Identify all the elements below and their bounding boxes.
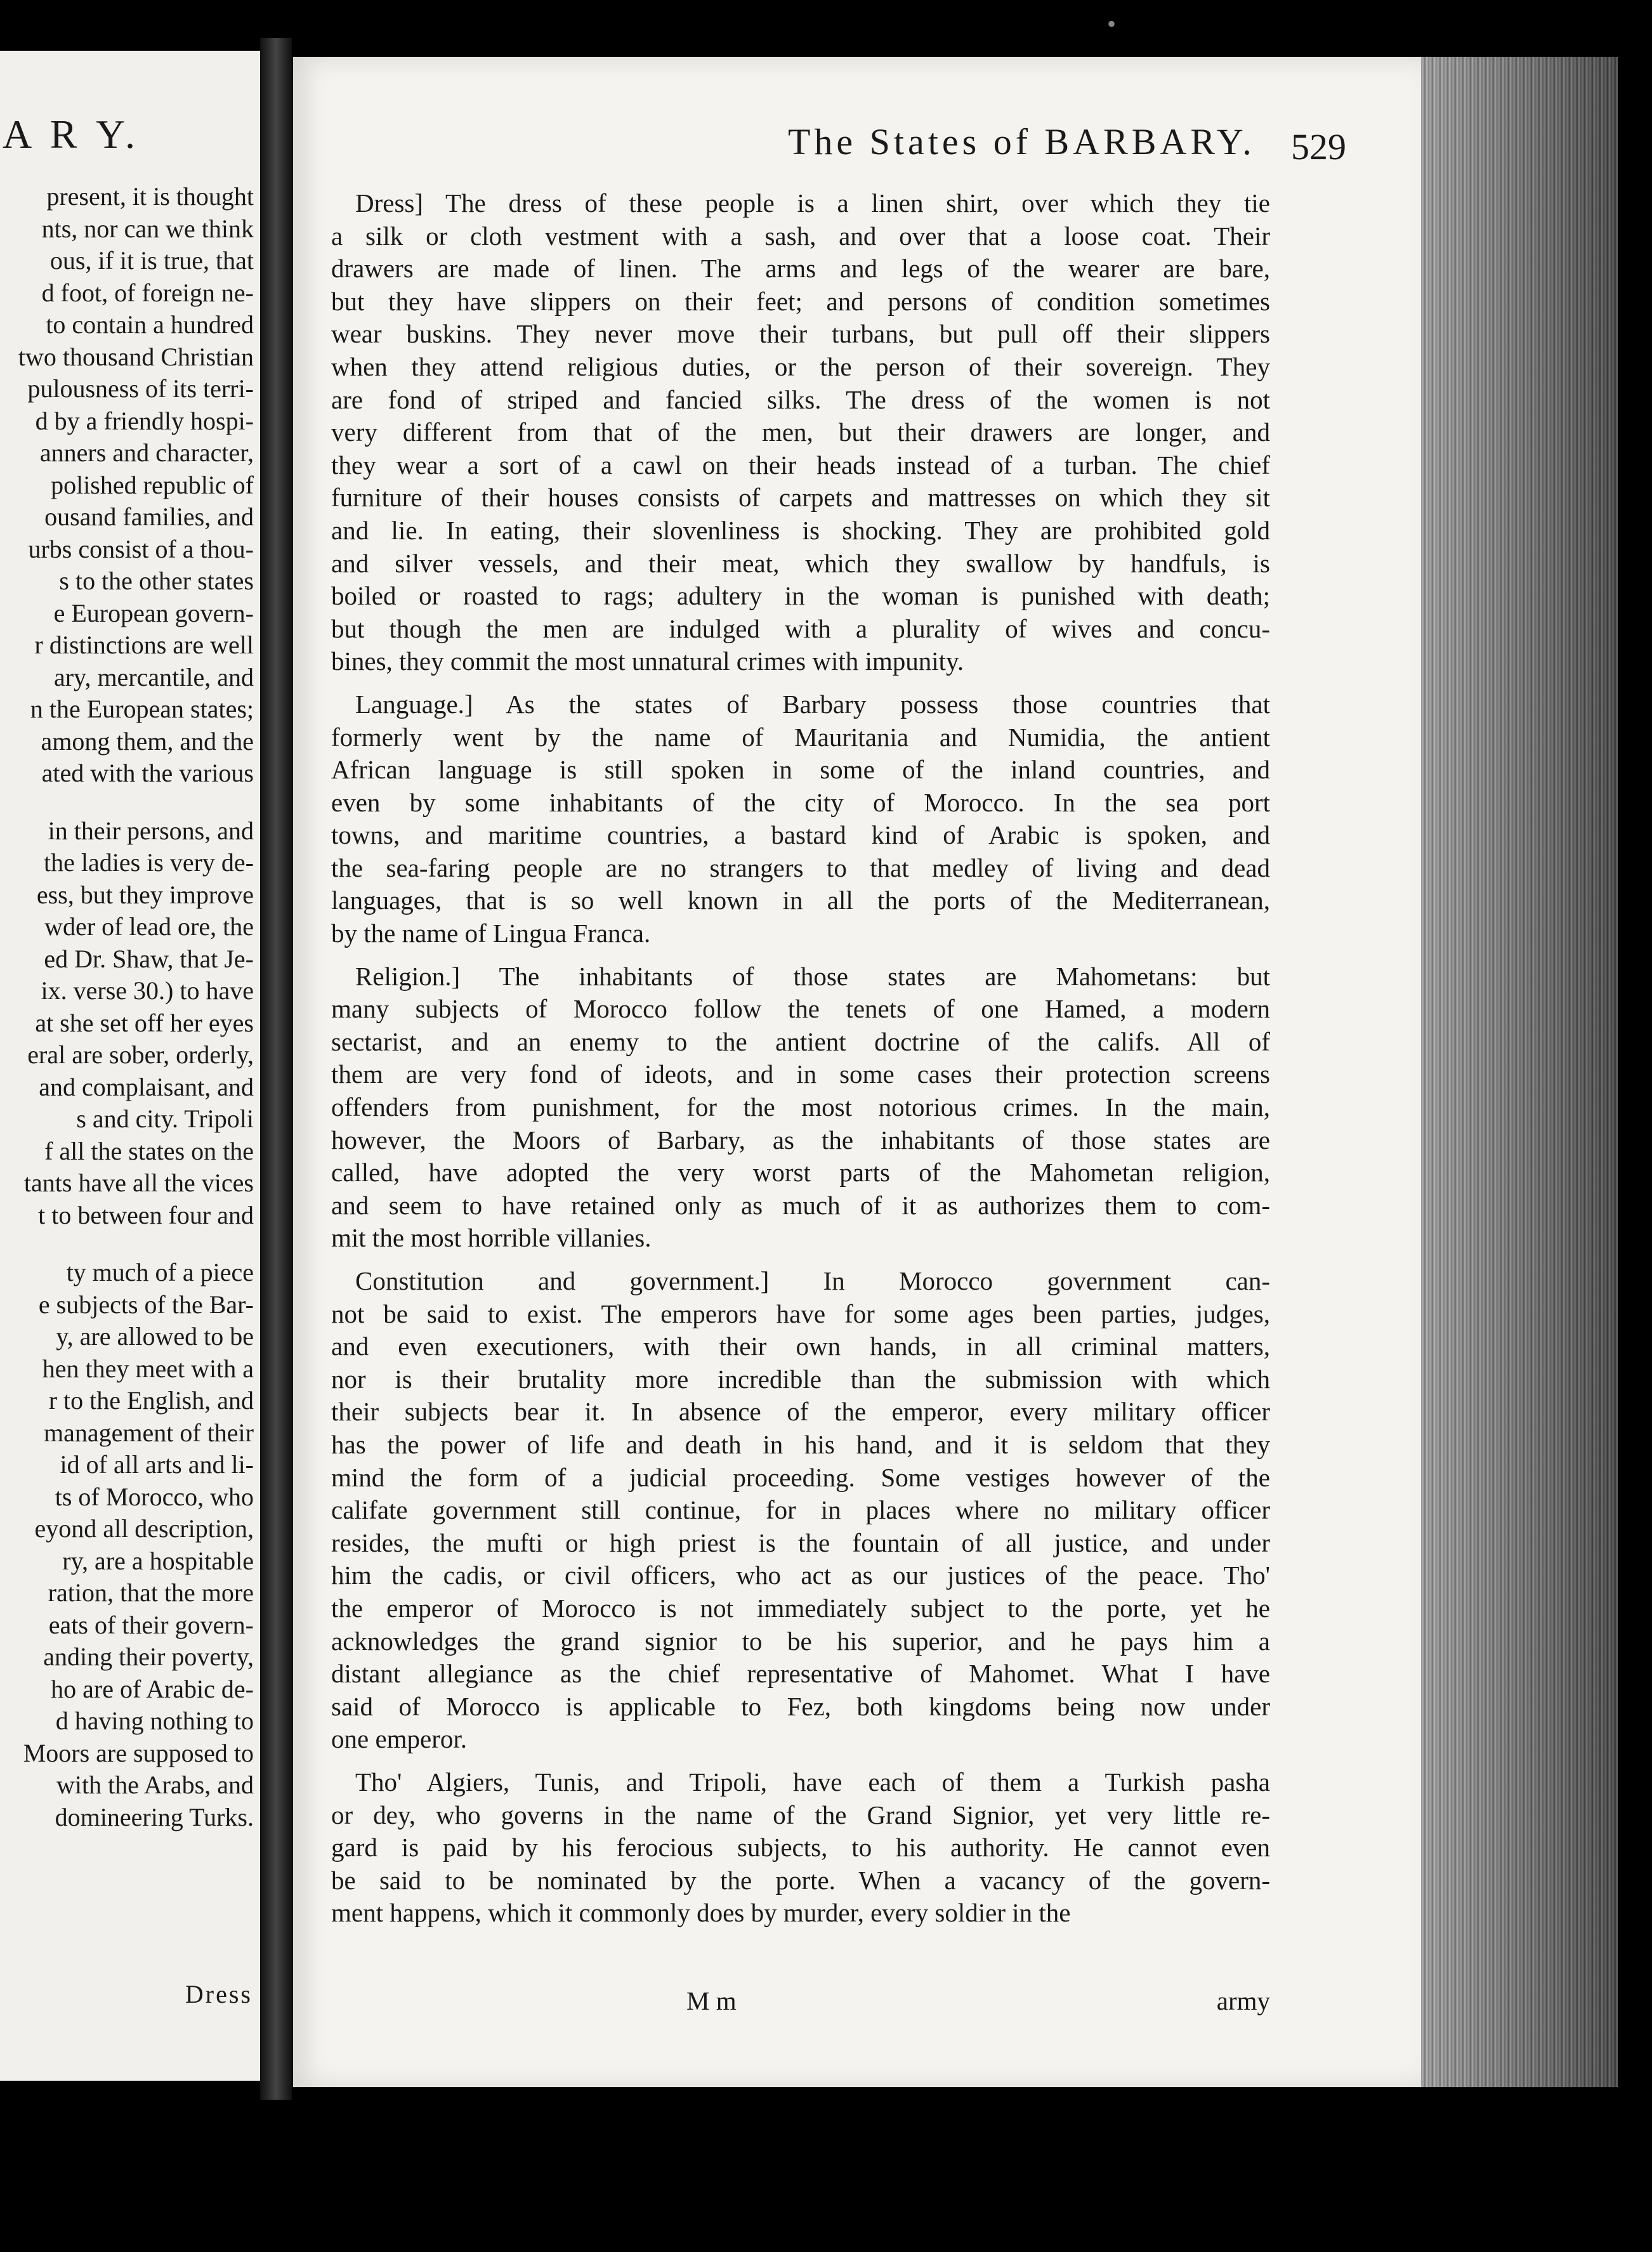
left-page-line: among them, and the <box>41 726 254 756</box>
text-line: however, the Moors of Barbary, as the inhabitants of those states are <box>331 1125 1270 1155</box>
text-line: wear buskins. They never move their turbans, but pull off their slippers <box>331 319 1270 349</box>
left-page-line: tants have all the vices <box>23 1169 254 1197</box>
paragraph <box>331 960 1270 1255</box>
left-page-line: with the Arabs, and <box>56 1771 254 1799</box>
left-page-line: management of their <box>44 1418 254 1447</box>
text-line: distant allegiance as the chief representative of Mahomet. What I have <box>331 1659 1270 1689</box>
left-page-line <box>0 1231 260 1257</box>
text-line: and even executioners, with their own hands, in all criminal matters, <box>331 1332 1270 1361</box>
left-page-line: pulousness of its terri- <box>27 374 254 403</box>
left-page-line: and complaisant, and <box>39 1072 254 1101</box>
left-page-line: Moors are supposed to <box>23 1738 254 1767</box>
left-page-line: ts of Morocco, who <box>55 1482 254 1511</box>
text-line: Constitution and government.] In Morocco government can- <box>355 1266 1270 1295</box>
top-mark: • <box>1107 10 1117 38</box>
text-line: when they attend religious duties, or the person of their sovereign. They <box>331 351 1270 381</box>
left-page <box>0 51 264 2081</box>
left-page-line: polished republic of <box>51 470 254 499</box>
left-page-running-head: A R Y. <box>3 112 140 157</box>
text-line: them are very fond of ideots, and in some cases their protection screens <box>331 1059 1270 1089</box>
text-line: boiled or roasted to rags; adultery in the woman is punished with death; <box>331 581 1270 611</box>
left-page-line: two thousand Christian <box>18 342 254 371</box>
catchword: army <box>1216 1986 1270 2015</box>
text-line: are fond of striped and fancied silks. The dress of the women is not <box>331 384 1270 414</box>
left-page-line: f all the states on the <box>44 1136 254 1165</box>
text-line: acknowledges the grand signior to be his superior, and he pays him a <box>331 1626 1270 1656</box>
text-line: Language.] As the states of Barbary possess those countries that <box>355 689 1270 719</box>
text-line: mit the most horrible villanies. <box>331 1223 652 1253</box>
text-line: the sea-faring people are no strangers to that medley of living and dead <box>331 853 1270 882</box>
left-page-line: e subjects of the Bar- <box>38 1290 254 1319</box>
text-line: but they have slippers on their feet; and persons of condition sometimes <box>331 286 1270 316</box>
page-footer <box>331 1986 1270 2024</box>
left-page-line: at she set off her eyes <box>35 1008 254 1037</box>
left-page-line: id of all arts and li- <box>60 1450 254 1479</box>
left-page-line: domineering Turks. <box>55 1802 254 1831</box>
text-line: or dey, who governs in the name of the Grand Signior, yet very little re- <box>331 1800 1270 1830</box>
left-page-line: eyond all description, <box>34 1514 254 1543</box>
text-line: languages, that is so well known in all the ports of the Mediterranean, <box>331 886 1270 915</box>
text-line: mind the form of a judicial proceeding. Some vestiges however of the <box>331 1462 1270 1492</box>
paragraph <box>331 1265 1270 1756</box>
text-line: by the name of Lingua Franca. <box>331 919 651 948</box>
text-line: Tho' Algiers, Tunis, and Tripoli, have each of them a Turkish pasha <box>355 1767 1270 1797</box>
left-page-line: to contain a hundred <box>46 310 254 339</box>
left-page-line: eral are sober, orderly, <box>27 1040 254 1069</box>
running-title: The States of BARBARY. <box>788 121 1255 162</box>
running-head <box>483 121 1372 171</box>
left-page-line: d by a friendly hospi- <box>35 406 254 435</box>
text-line: African language is still spoken in some of the inland countries, and <box>331 755 1270 785</box>
left-page-line: ry, are a hospitable <box>62 1546 254 1575</box>
left-page-line: ousand families, and <box>44 502 254 531</box>
signature-mark: M m <box>686 1986 737 2015</box>
left-page-line: ration, that the more <box>48 1578 254 1607</box>
body-text <box>331 187 1270 1930</box>
text-line: Dress] The dress of these people is a linen shirt, over which they tie <box>355 188 1270 218</box>
left-page-text <box>0 181 260 1833</box>
left-page-catchword: Dress <box>185 1980 252 2008</box>
text-line: Religion.] The inhabitants of those states are Mahometans: but <box>355 961 1270 991</box>
text-line: very different from that of the men, but their drawers are longer, and <box>331 417 1270 447</box>
fore-edge-shading <box>1421 57 1618 2087</box>
text-line: but though the men are indulged with a plurality of wives and concu- <box>331 613 1270 643</box>
left-page-line <box>0 790 260 815</box>
text-line: the emperor of Morocco is not immediately subject to the porte, yet he <box>331 1593 1270 1623</box>
left-page-line: n the European states; <box>30 695 254 723</box>
text-line: drawers are made of linen. The arms and legs of the wearer are bare, <box>331 254 1270 284</box>
text-line: and silver vessels, and their meat, which they swallow by handfuls, is <box>331 548 1270 578</box>
text-line: towns, and maritime countries, a bastard kind of Arabic is spoken, and <box>331 820 1270 850</box>
text-line: gard is paid by his ferocious subjects, to his authority. He cannot even <box>331 1833 1270 1862</box>
text-line: offenders from punishment, for the most notorious crimes. In the main, <box>331 1092 1270 1122</box>
left-page-line: ary, mercantile, and <box>53 662 254 691</box>
left-page-line: r distinctions are well <box>34 631 254 659</box>
text-line: many subjects of Morocco follow the tenets of one Hamed, a modern <box>331 994 1270 1024</box>
left-page-line: urbs consist of a thou- <box>28 534 254 563</box>
paragraph <box>331 187 1270 678</box>
page-number: 529 <box>1291 126 1346 167</box>
left-page-line: t to between four and <box>38 1200 254 1229</box>
text-line: formerly went by the name of Mauritania and Numidia, the antient <box>331 722 1270 752</box>
text-line: their subjects bear it. In absence of the emperor, every military officer <box>331 1397 1270 1427</box>
left-page-line: eats of their govern- <box>48 1610 254 1639</box>
text-line: ment happens, which it commonly does by murder, every soldier in the <box>331 1898 1071 1928</box>
left-page-line: ess, but they improve <box>36 880 254 909</box>
left-page-line: nts, nor can we think <box>41 214 254 243</box>
text-line: him the cadis, or civil officers, who act as our justices of the peace. Tho' <box>331 1561 1270 1590</box>
left-page-line: ty much of a piece <box>66 1258 254 1286</box>
text-line: sectarist, and an enemy to the antient doctrine of the califs. All of <box>331 1026 1270 1056</box>
left-page-line: s to the other states <box>59 566 254 595</box>
left-page-line: r to the English, and <box>48 1386 254 1415</box>
left-page-line: ated with the various <box>41 759 254 787</box>
text-line: and seem to have retained only as much of it as authorizes them to com- <box>331 1190 1270 1220</box>
text-line: furniture of their houses consists of carpets and mattresses on which they sit <box>331 483 1270 513</box>
left-page-line: e European govern- <box>53 598 254 627</box>
text-line: califate government still continue, for in places where no military officer <box>331 1495 1270 1525</box>
text-line: nor is their brutality more incredible than the submission with which <box>331 1364 1270 1394</box>
book-gutter <box>260 38 292 2100</box>
left-page-line: anners and character, <box>39 438 254 467</box>
paragraph <box>331 688 1270 950</box>
left-page-line: hen they meet with a <box>42 1354 254 1383</box>
left-page-line: anding their poverty, <box>43 1642 254 1671</box>
right-page <box>293 57 1422 2087</box>
left-page-line: wder of lead ore, the <box>44 912 254 941</box>
text-line: called, have adopted the very worst parts of the Mahometan religion, <box>331 1158 1270 1188</box>
left-page-line: present, it is thought <box>46 182 254 211</box>
text-line: even by some inhabitants of the city of Morocco. In the sea port <box>331 787 1270 817</box>
left-page-line: the ladies is very de- <box>44 848 254 877</box>
left-page-line: ed Dr. Shaw, that Je- <box>44 944 254 973</box>
left-page-line: d having nothing to <box>55 1706 254 1735</box>
left-page-line: y, are allowed to be <box>56 1322 254 1351</box>
text-line: bines, they commit the most unnatural crimes with impunity. <box>331 646 964 676</box>
text-line: a silk or cloth vestment with a sash, and over that a loose coat. Their <box>331 221 1270 251</box>
left-page-line: ho are of Arabic de- <box>51 1674 254 1703</box>
text-line: be said to be nominated by the porte. When a vacancy of the govern- <box>331 1865 1270 1895</box>
text-line: one emperor. <box>331 1724 468 1754</box>
text-line: has the power of life and death in his hand, and it is seldom that they <box>331 1429 1270 1459</box>
text-line: and lie. In eating, their slovenliness is shocking. They are prohibited gold <box>331 515 1270 545</box>
paragraph <box>331 1766 1270 1930</box>
left-page-line: ix. verse 30.) to have <box>41 976 254 1005</box>
text-line: resides, the mufti or high priest is the fountain of all justice, and under <box>331 1528 1270 1557</box>
text-line: said of Morocco is applicable to Fez, both kingdoms being now under <box>331 1691 1270 1721</box>
left-page-line: s and city. Tripoli <box>76 1104 254 1133</box>
left-page-line: d foot, of foreign ne- <box>41 278 254 307</box>
left-page-line: ous, if it is true, that <box>49 246 254 275</box>
left-page-line: in their persons, and <box>48 816 254 845</box>
text-line: not be said to exist. The emperors have for some ages been parties, judges, <box>331 1299 1270 1328</box>
text-line: they wear a sort of a cawl on their heads instead of a turban. The chief <box>331 450 1270 480</box>
